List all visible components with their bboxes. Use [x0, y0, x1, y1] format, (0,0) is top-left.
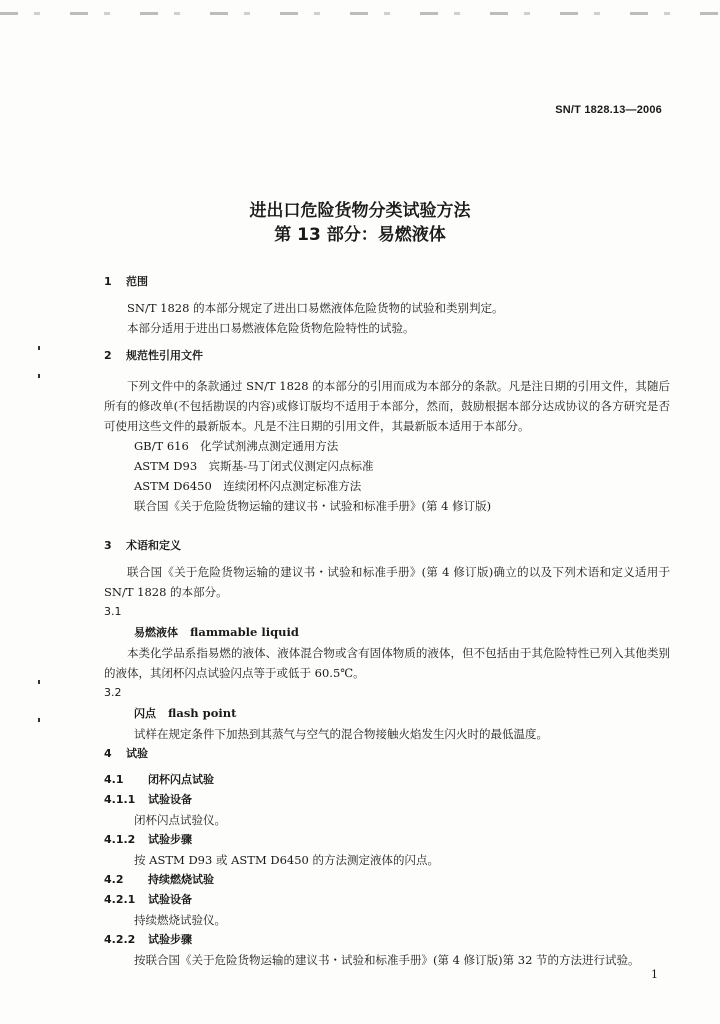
section-2-body	[104, 376, 670, 516]
section-4-heading: 4 试验	[104, 747, 148, 760]
scan-artifact-line	[0, 12, 720, 15]
section-1-body	[104, 298, 670, 338]
section-1-heading: 1 范围	[104, 275, 148, 288]
section-2-heading: 2 规范性引用文件	[104, 349, 203, 362]
paragraph: 本部分适用于进出口易燃液体危险货物危险特性的试验。	[127, 321, 415, 335]
term-entry: 易燃液体 flammable liquid	[134, 625, 299, 639]
clause-number: 4.1.2	[104, 833, 136, 846]
document-subtitle: 第 13 部分：易燃液体	[274, 225, 446, 245]
term-number: 3.1	[104, 605, 122, 618]
paragraph: 下列文件中的条款通过 SN/T 1828 的本部分的引用而成为本部分的条款。凡是注日期的引用文件，其随后所有的修改单(不包括勘误的内容)或修订版均不适用于本部分，然而，鼓励根据本部分达成协议的各方研究是否可使用这些文件的最新版本。凡是不注日期的引用文件，其最新版本适用于本部分。	[104, 379, 670, 433]
clause-text: 持续燃烧试验仪。	[134, 913, 226, 927]
term-entry: 闪点 flash point	[134, 706, 237, 720]
clause-text: 闭杯闪点试验仪。	[134, 813, 226, 827]
term-number: 3.2	[104, 686, 122, 699]
scan-mark	[38, 374, 40, 378]
reference-item: ASTM D93 宾斯基-马丁闭式仪测定闪点标准	[134, 459, 374, 473]
scan-mark	[38, 346, 40, 350]
term-definition: 试样在规定条件下加热到其蒸气与空气的混合物接触火焰发生闪火时的最低温度。	[134, 727, 548, 741]
scan-mark	[38, 680, 40, 684]
clause-number: 4.1.1	[104, 793, 136, 806]
term-definition: 本类化学品系指易燃的液体、液体混合物或含有固体物质的液体，但不包括由于其危险特性已列入其他类别的液体，其闭杯闪点试验闪点等于或低于 60.5℃。	[104, 646, 670, 680]
standard-number: SN/T 1828.13—2006	[555, 104, 662, 116]
clause-text: 按联合国《关于危险货物运输的建议书・试验和标准手册》(第 4 修订版)第 32 节的方法进行试验。	[134, 953, 640, 967]
clause-title: 持续燃烧试验	[148, 873, 214, 886]
clause-number: 4.2.2	[104, 933, 136, 946]
clause-title: 试验设备	[148, 793, 192, 806]
clause-title: 试验步骤	[148, 833, 192, 846]
scan-mark	[38, 718, 40, 722]
section-4-body	[104, 770, 670, 970]
reference-item: ASTM D6450 连续闭杯闪点测定标准方法	[134, 479, 362, 493]
section-3-heading: 3 术语和定义	[104, 539, 181, 552]
clause-title: 试验设备	[148, 893, 192, 906]
clause-number: 4.2	[104, 873, 124, 886]
reference-item: 联合国《关于危险货物运输的建议书・试验和标准手册》(第 4 修订版)	[134, 499, 492, 513]
clause-title: 闭杯闪点试验	[148, 773, 214, 786]
clause-title: 试验步骤	[148, 933, 192, 946]
reference-item: GB/T 616 化学试剂沸点测定通用方法	[134, 439, 339, 453]
clause-number: 4.2.1	[104, 893, 136, 906]
paragraph: SN/T 1828 的本部分规定了进出口易燃液体危险货物的试验和类别判定。	[127, 301, 504, 315]
document-title: 进出口危险货物分类试验方法	[249, 201, 471, 221]
paragraph: 联合国《关于危险货物运输的建议书・试验和标准手册》(第 4 修订版)确立的以及下列术语和定义适用于 SN/T 1828 的本部分。	[104, 565, 670, 599]
clause-number: 4.1	[104, 773, 124, 786]
section-3-body	[104, 562, 670, 744]
page-number: 1	[651, 968, 658, 981]
clause-text: 按 ASTM D93 或 ASTM D6450 的方法测定液体的闪点。	[134, 853, 440, 867]
